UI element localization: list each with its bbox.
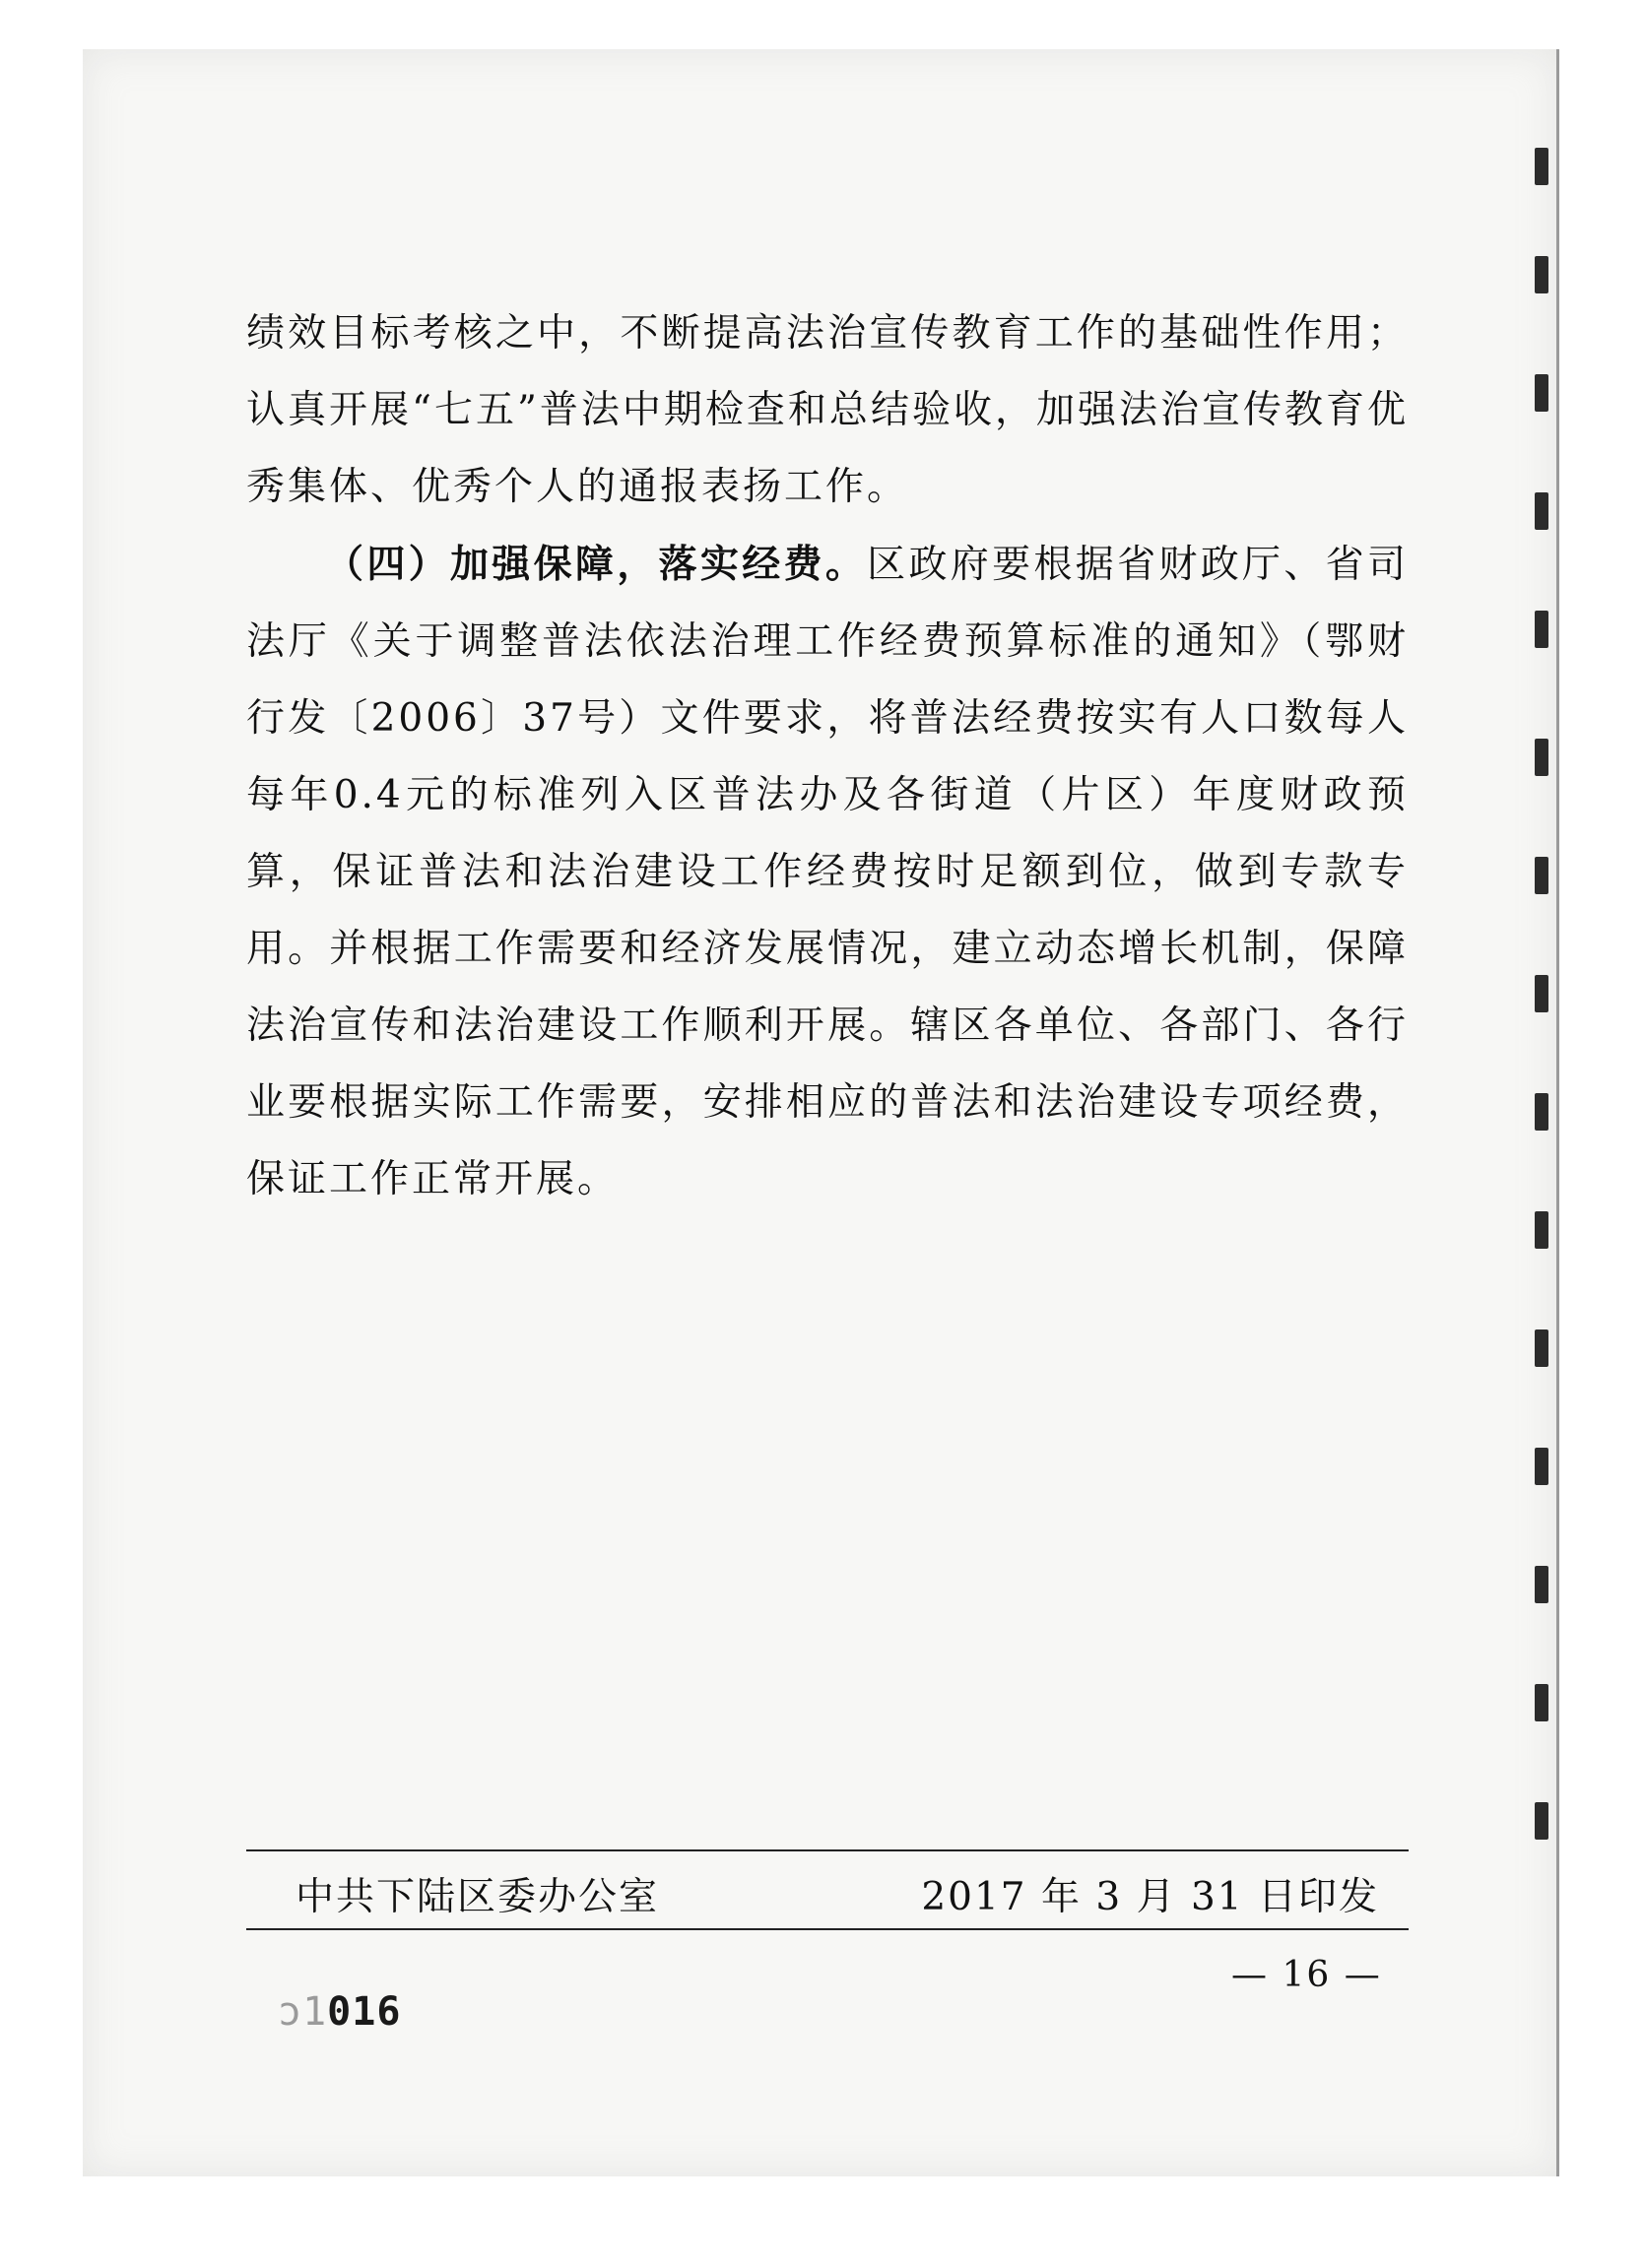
binding-mark — [1535, 1093, 1548, 1131]
binding-mark — [1535, 1802, 1548, 1840]
footer-bottom-rule — [246, 1928, 1409, 1930]
section-4-paragraph — [246, 526, 1409, 1218]
paragraph-1: 绩效目标考核之中，不断提高法治宣传教育工作的基础性作用；认真开展“七五”普法中期检查和总结验收，加强法治宣传教育优秀集体、优秀个人的通报表扬工作。 — [246, 311, 1409, 509]
footer-issuer-row — [296, 1866, 1379, 1921]
binding-mark — [1535, 492, 1548, 530]
binding-mark — [1535, 857, 1548, 894]
footer-top-rule — [246, 1849, 1409, 1851]
body-text — [246, 295, 1409, 1218]
binding-edge — [1517, 108, 1556, 2058]
binding-mark — [1535, 256, 1548, 293]
serial-stamp-number: 016 — [327, 1989, 402, 2035]
binding-mark — [1535, 1211, 1548, 1249]
binding-mark — [1535, 374, 1548, 412]
issuer: 中共下陆区委办公室 — [296, 1875, 660, 1919]
binding-mark — [1535, 975, 1548, 1012]
page-number: — 16 — — [1231, 1955, 1382, 1995]
binding-mark — [1535, 739, 1548, 776]
issue-date: 2017 年 3 月 31 日印发 — [921, 1875, 1379, 1919]
section-4-heading: （四）加强保障，落实经费。 — [325, 542, 868, 587]
serial-stamp — [278, 1989, 401, 2035]
binding-mark — [1535, 1448, 1548, 1485]
binding-mark — [1535, 148, 1548, 185]
binding-mark — [1535, 1329, 1548, 1367]
binding-mark — [1535, 1566, 1548, 1603]
binding-mark — [1535, 611, 1548, 648]
binding-mark — [1535, 1684, 1548, 1721]
serial-stamp-faint: ͻ1 — [278, 1989, 328, 2035]
section-4-body: 区政府要根据省财政厅、省司法厅《关于调整普法依法治理工作经费预算标准的通知》（鄂财行发〔2006〕37号）文件要求，将普法经费按实有人口数每人每年0.4元的标准列入区普法办及各街道（片区）年度财政预算，保证普法和法治建设工作经费按时足额到位，做到专款专用。并根据工作需要和经济发展情况，建立动态增长机制，保障法治宣传和法治建设工作顺利开展。辖区各单位、各部门、各行业要根据实际工作需要，安排相应的普法和法治建设专项经费，保证工作正常开展。 — [246, 543, 1409, 1201]
